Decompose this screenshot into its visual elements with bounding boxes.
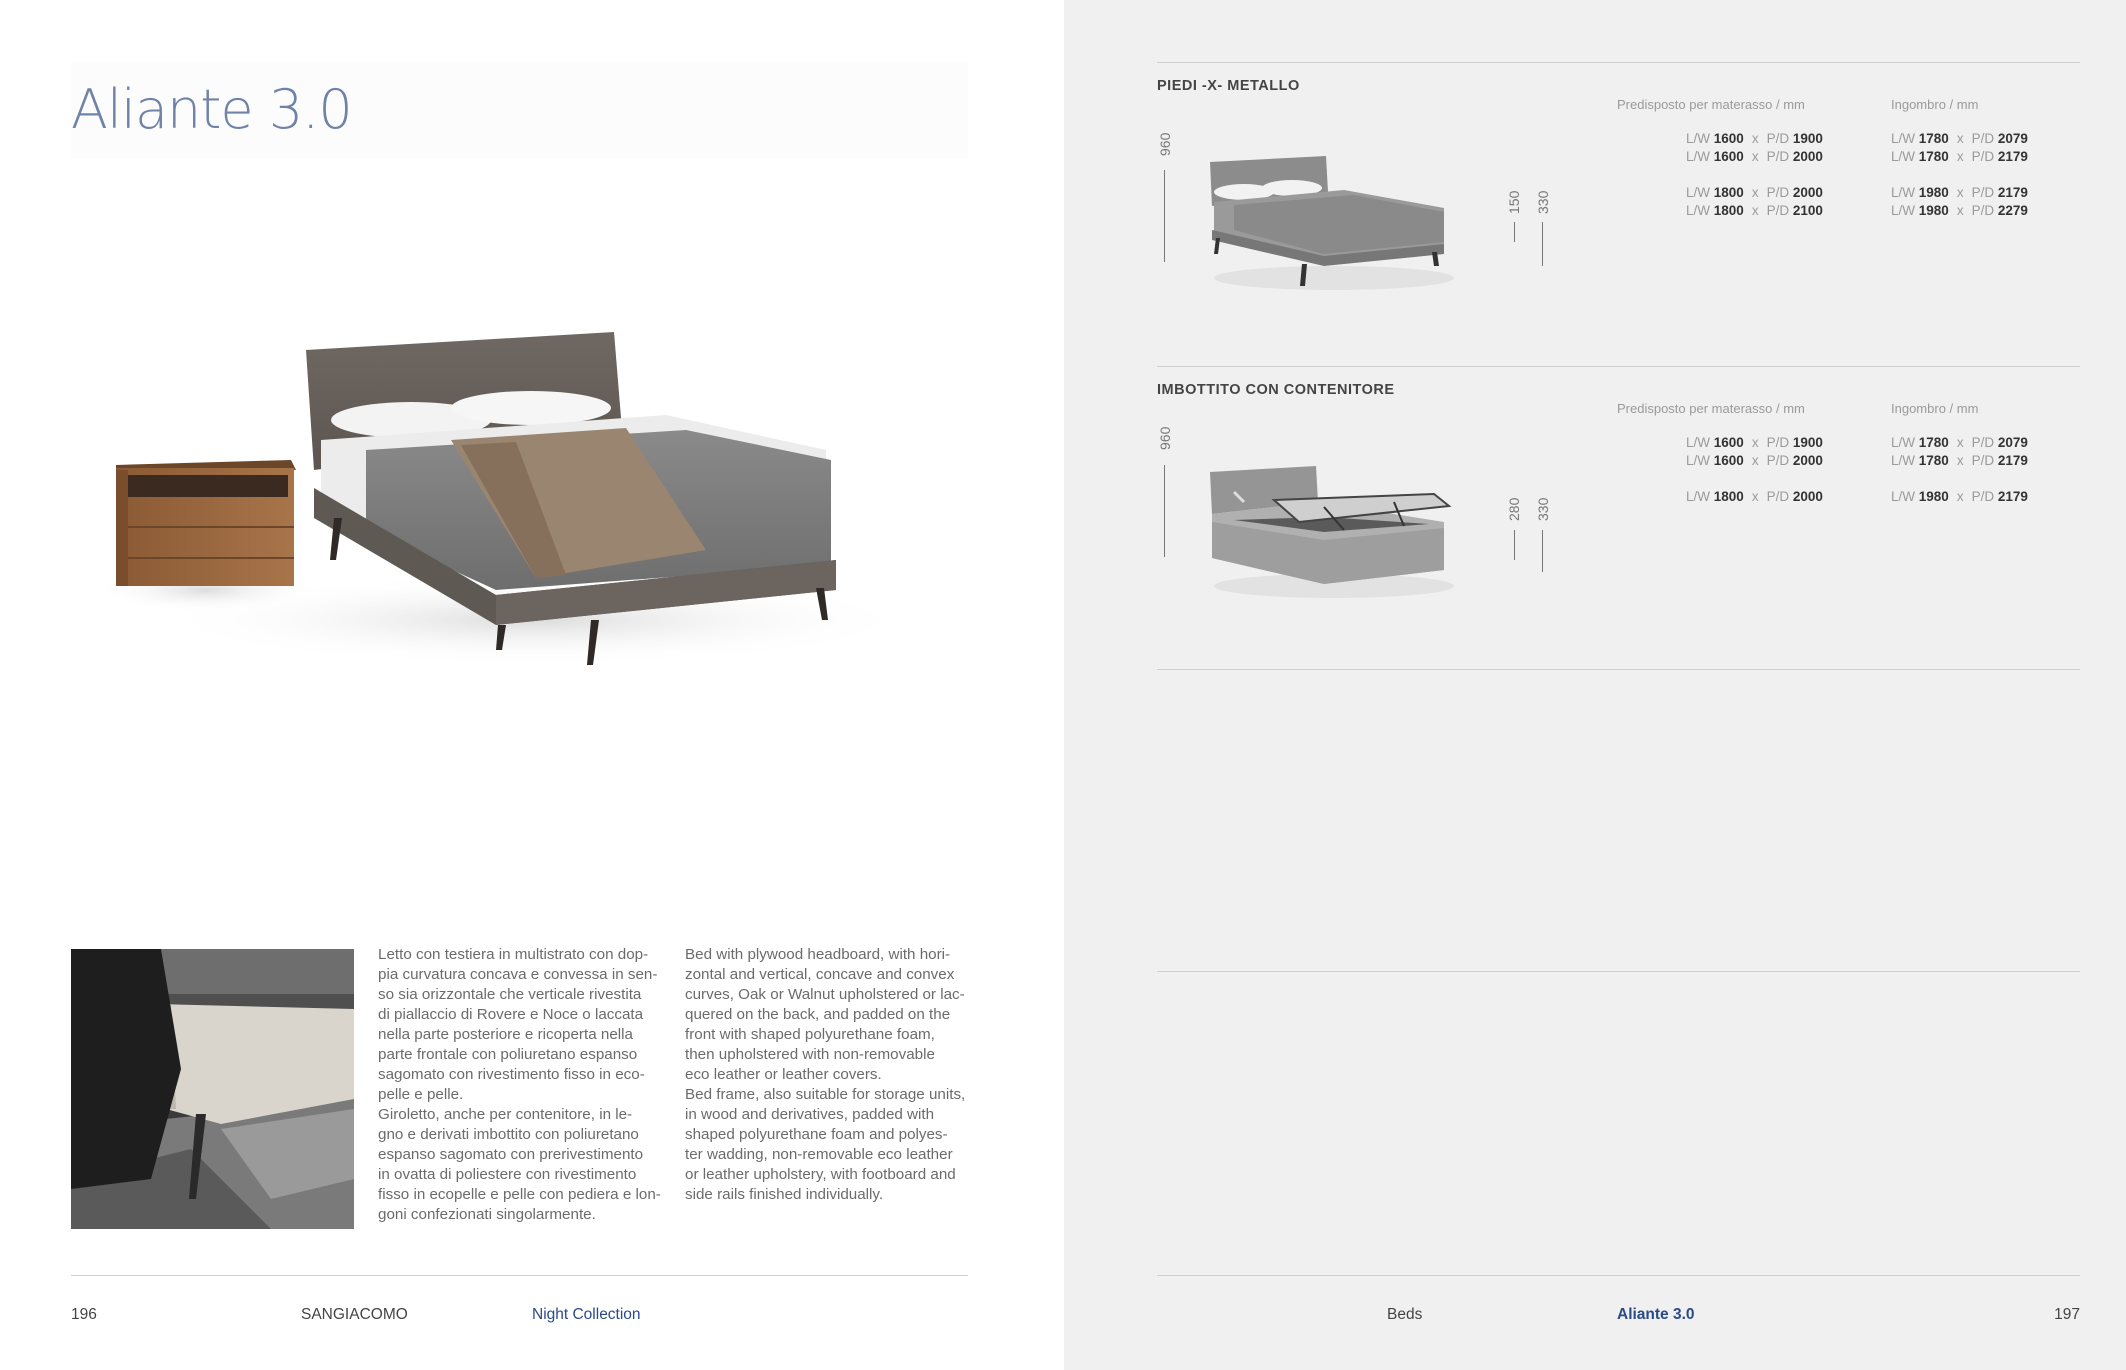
- collection-link[interactable]: Night Collection: [532, 1306, 641, 1323]
- height-bed-line: [1542, 530, 1543, 572]
- mattress-column-header: Predisposto per materasso / mm: [1617, 401, 1805, 416]
- dimension-row: L/W 1980 x P/D 2279: [1891, 203, 2028, 218]
- overall-column-header: Ingombro / mm: [1891, 401, 1979, 416]
- section-rule: [1157, 62, 2080, 63]
- height-total-line: [1164, 170, 1165, 262]
- footer-rule: [71, 1275, 968, 1276]
- dimension-row: L/W 1800 x P/D 2000: [1686, 489, 1823, 504]
- dimension-row: L/W 1600 x P/D 2000: [1686, 453, 1823, 468]
- dimension-row: L/W 1800 x P/D 2100: [1686, 203, 1823, 218]
- dimension-row: L/W 1600 x P/D 1900: [1686, 435, 1823, 450]
- hero-bed-photo: [66, 320, 926, 680]
- section-rule: [1157, 971, 2080, 972]
- right-page: [1064, 0, 2126, 1370]
- product-link[interactable]: Aliante 3.0: [1617, 1306, 1695, 1323]
- description-english: Bed with plywood headboard, with hori- zontal and vertical, concave and convex curves, Oak or Walnut upholstered or lac- quered on the back, and padded on the front with shaped polyurethane foam, then upholstered with non-removable eco leather or leather covers. Bed frame, also suitable for storage units, in wood and derivatives, padded with shaped polyurethane foam and polyes- ter wadding, non-removable eco leather or leather upholstery, with footboard and side rails finished individually.: [685, 946, 966, 1203]
- height-bed-line: [1542, 222, 1543, 266]
- dimension-row: L/W 1600 x P/D 1900: [1686, 131, 1823, 146]
- product-title: Aliante 3.0: [71, 78, 352, 141]
- overall-column-header: Ingombro / mm: [1891, 97, 1979, 112]
- section-title: IMBOTTITO CON CONTENITORE: [1157, 382, 1395, 398]
- height-bed-label: 330: [1535, 190, 1551, 214]
- section-rule: [1157, 669, 2080, 670]
- height-total-label: 960: [1157, 426, 1173, 450]
- detail-photo: [71, 949, 354, 1229]
- page-number-right: 197: [2054, 1306, 2080, 1323]
- brand-name: SANGIACOMO: [301, 1306, 408, 1323]
- height-bed-label: 330: [1535, 497, 1551, 521]
- bed-metal-legs-thumbnail: [1204, 150, 1464, 295]
- dimension-row: L/W 1780 x P/D 2079: [1891, 131, 2028, 146]
- height-total-label: 960: [1157, 132, 1173, 156]
- dimension-row: L/W 1600 x P/D 2000: [1686, 149, 1823, 164]
- bed-storage-thumbnail: [1204, 462, 1464, 602]
- page-number-left: 196: [71, 1306, 97, 1323]
- dimension-row: L/W 1780 x P/D 2179: [1891, 149, 2028, 164]
- mattress-column-header: Predisposto per materasso / mm: [1617, 97, 1805, 112]
- section-title: PIEDI -X- METALLO: [1157, 78, 1300, 94]
- dimension-row: L/W 1980 x P/D 2179: [1891, 185, 2028, 200]
- height-frame-line: [1514, 222, 1515, 242]
- dimension-row: L/W 1780 x P/D 2079: [1891, 435, 2028, 450]
- category-label[interactable]: Beds: [1387, 1306, 1423, 1323]
- height-frame-label: 280: [1506, 497, 1522, 521]
- dimension-row: L/W 1780 x P/D 2179: [1891, 453, 2028, 468]
- dimension-row: L/W 1980 x P/D 2179: [1891, 489, 2028, 504]
- height-frame-label: 150: [1506, 190, 1522, 214]
- dimension-row: L/W 1800 x P/D 2000: [1686, 185, 1823, 200]
- footer-rule: [1157, 1275, 2080, 1276]
- height-frame-line: [1514, 530, 1515, 560]
- description-italian: Letto con testiera in multistrato con dop- pia curvatura concava e convessa in sen- so sia orizzontale che verticale rivestita di piallaccio di Rovere e Noce o laccata nella parte posteriore e ricoperta nella parte frontale con poliuretano espanso sagomato con rivestimento fisso in eco- pelle e pelle. Giroletto, anche per contenitore, in le- gno e derivati imbottito con poliuretano espanso sagomato con prerivestimento in ovatta di poliestere con rivestimento fisso in ecopelle e pelle con pediera e lon- goni confezionati singolarmente.: [378, 946, 661, 1223]
- height-total-line: [1164, 465, 1165, 557]
- section-rule: [1157, 366, 2080, 367]
